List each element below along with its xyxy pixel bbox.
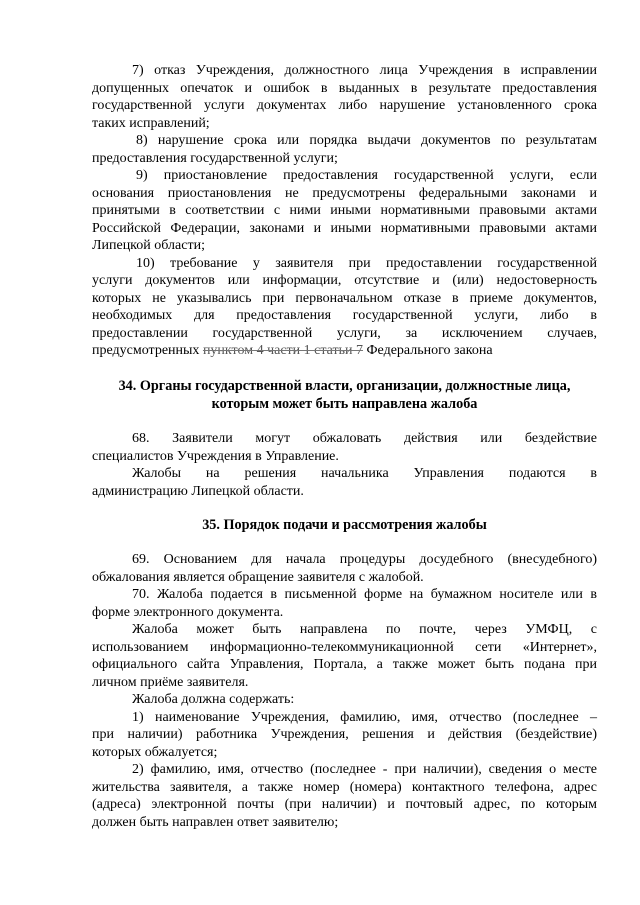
item-7-line-2: допущенных опечаток и ошибок в выданных в результате предоставления [92, 81, 597, 96]
section-34-heading-line-2: которым может быть направлена жалоба [211, 396, 478, 412]
para-68-line-2: специалистов Учреждения в Управление. [92, 449, 339, 464]
item-10-line-2: услуги документов или информации, отсутствие и (или) недостоверность [92, 273, 597, 288]
para-complaints-line-2: администрацию Липецкой области. [92, 484, 304, 499]
item-9-line-3: принятыми в соответствии с ними иными нормативными правовыми актами [92, 203, 597, 218]
para-70-line-1: 70. Жалоба подается в письменной форме на бумажном носителе или в [132, 587, 597, 602]
item-9-line-5: Липецкой области; [92, 238, 205, 253]
item-7-line-1: 7) отказ Учреждения, должностного лица Учреждения в исправлении [132, 63, 597, 78]
item-10-line-1: 10) требование у заявителя при предоставлении государственной [136, 256, 597, 271]
para-70-line-2: форме электронного документа. [92, 605, 284, 620]
para-submission-line-1: Жалоба может быть направлена по почте, через УМФЦ, с [132, 622, 597, 637]
para-submission-line-2: использованием информационно-телекоммуникационной сети «Интернет», [92, 640, 597, 655]
para-69-line-1: 69. Основанием для начала процедуры досудебного (внесудебного) [132, 552, 597, 567]
list-item-1-line-2: при наличии) работника Учреждения, решения и действия (бездействие) [92, 727, 597, 742]
item-7-line-3: государственной услуги документах либо нарушение установленного срока [92, 98, 597, 113]
item-8-line-1: 8) нарушение срока или порядка выдачи документов по результатам [136, 133, 597, 148]
para-complaints-line-1: Жалобы на решения начальника Управления подаются в [132, 466, 597, 481]
section-34-heading-line-1: 34. Органы государственной власти, организации, должностные лица, [118, 378, 571, 394]
item-10-line-6 [92, 342, 597, 359]
item-7-line-4: таких исправлений; [92, 116, 210, 131]
item-10-text-after: Федерального закона [363, 343, 493, 358]
item-9-line-1: 9) приостановление предоставления государственной услуги, если [136, 168, 597, 183]
list-item-2-line-1: 2) фамилию, имя, отчество (последнее - при наличии), сведения о месте [132, 762, 597, 777]
para-submission-line-4: личном приёме заявителя. [92, 675, 249, 690]
struck-reference: пунктом 4 части 1 статьи 7 [202, 343, 363, 358]
list-item-2-line-2: жительства заявителя, а также номер (номера) контактного телефона, адрес [92, 780, 597, 795]
list-item-2-line-4: должен быть направлен ответ заявителю; [92, 815, 339, 830]
section-35-heading: 35. Порядок подачи и рассмотрения жалобы [202, 517, 487, 533]
list-item-2-line-3: (адреса) электронной почты (при наличии) и почтовый адрес, по которым [92, 797, 597, 812]
item-10-line-4: необходимых для предоставления государственной услуги, либо в [92, 308, 597, 323]
para-68-line-1: 68. Заявители могут обжаловать действия или бездействие [132, 431, 597, 446]
para-69-line-2: обжалования является обращение заявителя с жалобой. [92, 570, 424, 585]
item-9-line-4: Российской Федерации, законами и иными нормативными правовыми актами [92, 221, 597, 236]
item-10-text-before: предусмотренных [92, 343, 203, 358]
item-9-line-2: основания приостановления не предусмотрены федеральными законами и [92, 186, 597, 201]
list-item-1-line-3: которых обжалуется; [92, 745, 218, 760]
item-10-line-5: предоставлении государственной услуги, за исключением случаев, [92, 326, 597, 341]
item-8-line-2: предоставления государственной услуги; [92, 151, 338, 166]
list-item-1-line-1: 1) наименование Учреждения, фамилию, имя, отчество (последнее – [132, 710, 597, 725]
para-contents-intro: Жалоба должна содержать: [132, 692, 295, 707]
para-submission-line-3: официального сайта Управления, Портала, а также может быть подана при [92, 657, 597, 672]
item-10-line-3: которых не указывались при первоначальном отказе в приеме документов, [92, 291, 597, 306]
